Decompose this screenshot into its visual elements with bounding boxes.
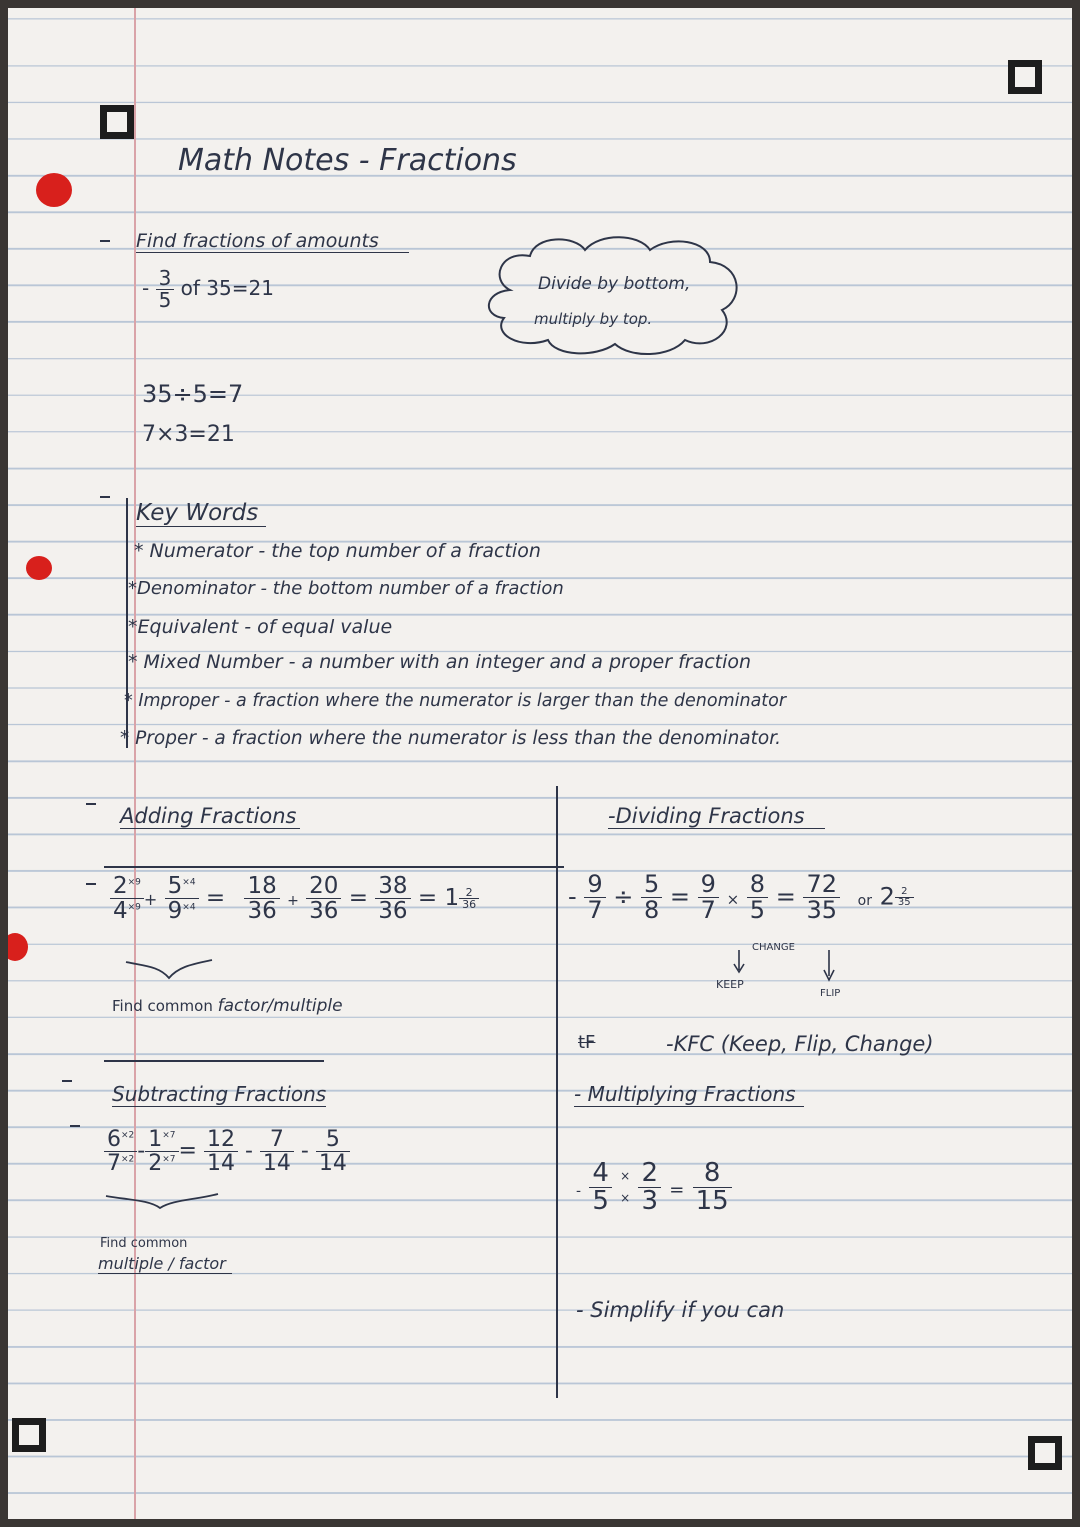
- fraction: $\frac{4}{5}$: [589, 1160, 612, 1216]
- amounts-example-text: of 35=21: [180, 276, 274, 300]
- adding-note: Find common factor/multiple: [112, 996, 343, 1016]
- fraction: $\frac{20}{36}$: [306, 874, 341, 923]
- fraction: $\frac{2}{36}$: [459, 887, 479, 911]
- section-heading-subtracting: Subtracting Fractions: [112, 1082, 327, 1106]
- fraction: $\frac{5}{14}$: [316, 1128, 350, 1175]
- page-title: Math Notes - Fractions: [178, 143, 517, 178]
- cloud-line-2: multiply by top.: [534, 310, 653, 328]
- fraction: $\frac{5}{8}$: [641, 872, 662, 923]
- margin-dash: [70, 1125, 80, 1127]
- corner-marker-bottom-left-icon: [12, 1418, 46, 1452]
- fraction: $\frac{9}{7}$: [698, 872, 719, 923]
- notebook-page: [8, 8, 1072, 1519]
- keyword-equivalent: *Equivalent - of equal value: [128, 616, 393, 638]
- label-change: CHANGE: [752, 942, 795, 953]
- subtracting-equation: $\frac{6^{\times 2}}{7^{\times 2}}$ - $\frac{1^{\times 7}}{2^{\times 7}}$ = $\frac{12}{14}$ - $\frac{7}{14}$ - $\frac{5}{14}$: [104, 1128, 350, 1175]
- corner-marker-top-left-icon: [100, 105, 134, 139]
- keyword-numerator: * Numerator - the top number of a fraction: [134, 540, 541, 562]
- label-keep: KEEP: [716, 978, 744, 991]
- subtracting-note-1: Find common: [100, 1236, 188, 1251]
- margin-dash: [86, 803, 96, 805]
- section-heading-multiplying: - Multiplying Fractions: [574, 1082, 804, 1107]
- label-flip: FLIP: [820, 988, 841, 999]
- section-heading-amounts: Find fractions of amounts: [136, 230, 409, 253]
- multiplying-equation: - $\frac{4}{5}$ × × $\frac{2}{3}$ = $\frac{8}{15}$: [576, 1160, 732, 1216]
- fraction: $\frac{2}{3}$: [638, 1160, 661, 1216]
- fraction: $\frac{5^{\times 4}}{9^{\times 4}}$: [165, 874, 199, 923]
- fraction: $\frac{1^{\times 7}}{2^{\times 7}}$: [145, 1128, 178, 1175]
- section-divider-adding: [104, 866, 564, 868]
- fraction: $\frac{18}{36}$: [244, 874, 279, 923]
- fraction: $\frac{12}{14}$: [204, 1128, 238, 1175]
- kfc-strike-mark: tF: [578, 1032, 596, 1053]
- fraction: $\frac{8}{15}$: [693, 1160, 732, 1216]
- cloud-line-1: Divide by bottom,: [538, 274, 691, 294]
- keyword-proper: * Proper - a fraction where the numerator is less than the denominator.: [120, 728, 781, 749]
- brace-icon: [124, 952, 214, 982]
- section-heading-keywords: Key Words: [136, 500, 266, 527]
- margin-dash: [62, 1080, 72, 1082]
- fraction: $\frac{9}{7}$: [584, 872, 605, 923]
- margin-dash: [100, 496, 110, 498]
- arrow-keep-icon: [732, 948, 746, 976]
- keyword-denominator: *Denominator - the bottom number of a fraction: [128, 578, 564, 599]
- simplify-note: - Simplify if you can: [576, 1298, 785, 1322]
- adding-equation: $\frac{2^{\times 9}}{4^{\times 9}}$ + $\frac{5^{\times 4}}{9^{\times 4}}$ = $\frac{18}{36}$ + $\frac{20}{36}$ = $\frac{38}{36}$ = 1 $\frac{2}{36}$: [110, 874, 479, 923]
- fraction: $\frac{8}{5}$: [747, 872, 768, 923]
- fraction: $\frac{72}{35}$: [803, 872, 840, 923]
- punch-hole-dot: [36, 173, 72, 207]
- section-heading-adding: Adding Fractions: [120, 804, 300, 829]
- amounts-step-2: 7×3=21: [142, 422, 235, 447]
- corner-marker-bottom-right-icon: [1028, 1436, 1062, 1470]
- arrow-flip-icon: [822, 948, 836, 984]
- fraction: $\frac{6^{\times 2}}{7^{\times 2}}$: [104, 1128, 137, 1175]
- fraction: $\frac{2}{35}$: [895, 887, 914, 909]
- margin-dash: [100, 240, 110, 242]
- section-divider-vertical: [556, 786, 558, 1398]
- punch-hole-dot: [26, 556, 52, 580]
- fraction: $\frac{2^{\times 9}}{4^{\times 9}}$: [110, 874, 144, 923]
- punch-hole-dot: [8, 933, 28, 961]
- keyword-improper: * Improper - a fraction where the numerator is larger than the denominator: [124, 691, 787, 711]
- margin-dash: [86, 883, 96, 885]
- kfc-mnemonic: -KFC (Keep, Flip, Change): [666, 1032, 934, 1056]
- amounts-step-1: 35÷5=7: [142, 380, 244, 408]
- fraction: $\frac{38}{36}$: [375, 874, 410, 923]
- corner-marker-top-right-icon: [1008, 60, 1042, 94]
- amounts-example: - $\frac{3}{5}$ of 35=21: [142, 266, 274, 312]
- keyword-mixed-number: * Mixed Number - a number with an integer and a proper fraction: [128, 651, 752, 673]
- section-divider-subtracting: [104, 1060, 324, 1062]
- fraction: $\frac{7}{14}$: [260, 1128, 294, 1175]
- fraction-three-fifths: $\frac{3}{5}$: [156, 268, 175, 311]
- cloud-callout: [480, 230, 748, 358]
- subtracting-note-2: multiple / factor: [98, 1254, 232, 1274]
- section-heading-dividing: -Dividing Fractions: [608, 804, 825, 829]
- dividing-equation: - $\frac{9}{7}$ ÷ $\frac{5}{8}$ = $\frac{9}{7}$ × $\frac{8}{5}$ = $\frac{72}{35}$ or 2 $\frac{2}{35}$: [568, 872, 914, 923]
- brace-icon: [104, 1190, 220, 1212]
